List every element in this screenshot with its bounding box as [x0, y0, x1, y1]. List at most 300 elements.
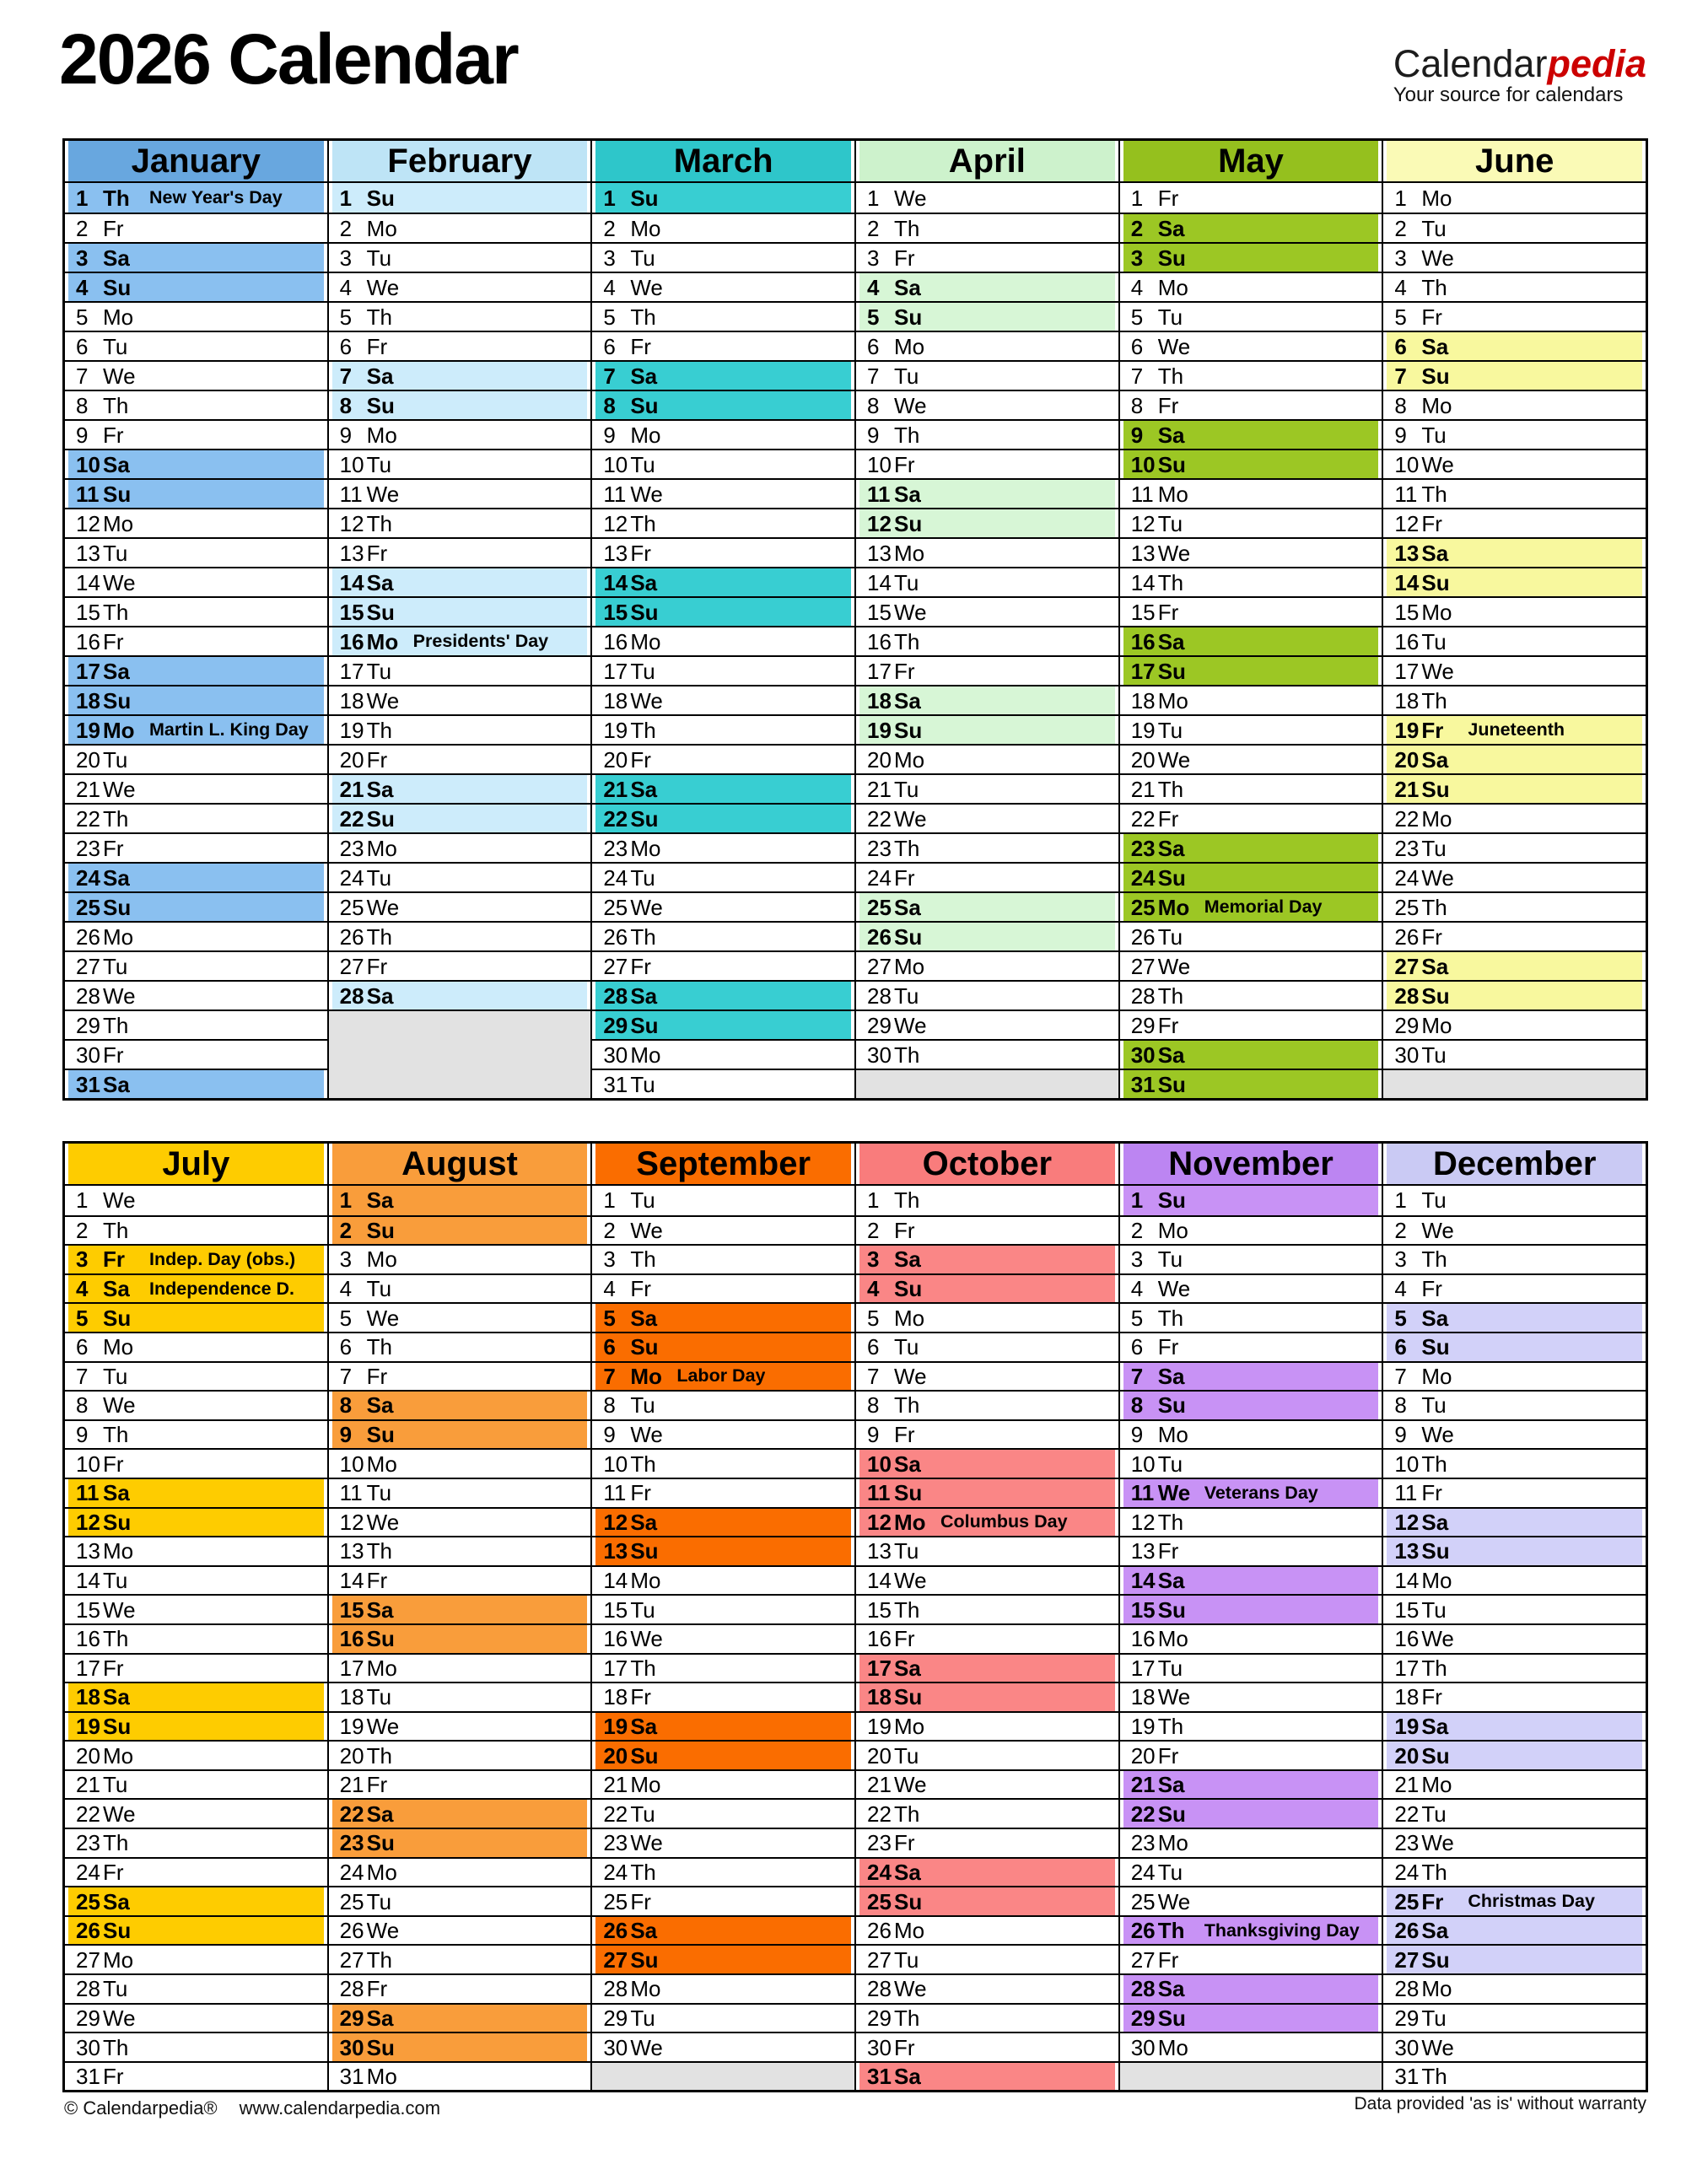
day-cell	[1383, 980, 1646, 1010]
weekday-abbr: Tu	[1421, 1801, 1447, 1827]
day-cell	[329, 1915, 591, 1945]
weekday-abbr: Fr	[366, 333, 388, 359]
day-cell	[856, 1273, 1118, 1303]
day-cell	[329, 478, 591, 508]
weekday-abbr: Su	[366, 1830, 395, 1856]
day-cell	[1120, 950, 1382, 980]
day-cell	[1383, 1448, 1646, 1478]
weekday-abbr: Th	[630, 717, 656, 743]
day-cell	[1120, 537, 1382, 567]
day-cell	[1120, 272, 1382, 301]
weekday-abbr: Mo	[366, 422, 397, 448]
weekday-abbr: Sa	[1421, 953, 1449, 979]
day-cell	[1383, 1478, 1646, 1507]
day-cell	[1383, 1536, 1646, 1565]
day-cell	[329, 921, 591, 950]
day-cell	[329, 1653, 591, 1683]
day-number: 10	[603, 1451, 628, 1477]
weekday-abbr: Th	[366, 1334, 393, 1360]
weekday-abbr: Th	[1157, 1305, 1184, 1331]
day-cell	[65, 1711, 327, 1741]
month-column-october	[854, 1144, 1118, 2090]
day-cell	[592, 1623, 854, 1653]
day-number: 26	[76, 1918, 100, 1944]
day-cell	[592, 1186, 854, 1215]
day-cell	[1120, 655, 1382, 685]
weekday-abbr: Su	[366, 599, 395, 625]
weekday-abbr: Fr	[1157, 1742, 1179, 1769]
day-cell	[856, 1186, 1118, 1215]
weekday-abbr: Mo	[630, 1042, 661, 1068]
day-cell	[1383, 1507, 1646, 1537]
day-number: 28	[1394, 983, 1420, 1009]
day-cell	[1383, 272, 1646, 301]
weekday-abbr: Mo	[103, 923, 134, 950]
day-number: 13	[867, 540, 892, 566]
day-number: 24	[867, 864, 892, 891]
day-cell	[592, 980, 854, 1010]
weekday-abbr: Mo	[630, 1772, 661, 1798]
day-number: 8	[1394, 392, 1407, 418]
month-column-february	[327, 141, 591, 1098]
weekday-abbr: Sa	[366, 569, 394, 595]
day-number: 23	[76, 835, 100, 861]
weekday-abbr: Tu	[366, 864, 392, 891]
day-number: 15	[867, 599, 892, 625]
day-cell	[1120, 1273, 1382, 1303]
day-number: 11	[1394, 481, 1418, 507]
day-cell	[329, 832, 591, 862]
day-number: 19	[867, 1713, 892, 1739]
day-cell	[592, 1039, 854, 1069]
weekday-abbr: Tu	[103, 1772, 128, 1798]
day-cell	[1120, 1623, 1382, 1653]
day-number: 13	[1130, 540, 1156, 566]
day-cell	[856, 1594, 1118, 1623]
weekday-abbr: Sa	[1421, 1713, 1449, 1739]
day-number: 19	[76, 1713, 100, 1739]
day-cell	[1383, 626, 1646, 655]
day-number: 23	[76, 1830, 100, 1856]
weekday-abbr: We	[630, 1830, 663, 1856]
weekday-abbr: Th	[630, 510, 656, 536]
day-cell	[329, 390, 591, 419]
day-number: 24	[1130, 1859, 1156, 1885]
day-cell	[65, 1769, 327, 1799]
day-cell	[1383, 921, 1646, 950]
weekday-abbr: Sa	[103, 245, 130, 271]
holiday-label: Thanksgiving Day	[1204, 1919, 1360, 1941]
day-cell	[65, 301, 327, 331]
weekday-abbr: Su	[103, 274, 132, 300]
day-number: 21	[339, 1772, 364, 1798]
day-number: 30	[867, 2034, 892, 2060]
day-number: 22	[1130, 805, 1156, 832]
day-cell	[856, 1740, 1118, 1769]
weekday-abbr: Sa	[1421, 1509, 1449, 1535]
day-cell	[1383, 1711, 1646, 1741]
day-number: 6	[339, 1334, 353, 1360]
day-cell	[1120, 1390, 1382, 1419]
day-cell	[329, 1507, 591, 1537]
weekday-abbr: Mo	[366, 1451, 397, 1477]
weekday-abbr: Sa	[630, 1713, 658, 1739]
day-cell	[1120, 1886, 1382, 1915]
day-cell	[856, 1419, 1118, 1449]
day-cell	[592, 950, 854, 980]
day-cell	[592, 803, 854, 832]
day-cell	[1120, 626, 1382, 655]
day-number: 13	[603, 540, 628, 566]
day-cell	[856, 626, 1118, 655]
day-number: 14	[603, 569, 628, 595]
month-column-september	[590, 1144, 854, 2090]
weekday-abbr: Tu	[1421, 1596, 1447, 1623]
weekday-abbr: Su	[894, 717, 923, 743]
day-number: 16	[867, 628, 892, 654]
day-number: 18	[339, 1684, 364, 1710]
day-number: 29	[1130, 1012, 1156, 1038]
day-cell	[1120, 360, 1382, 390]
day-cell	[592, 685, 854, 714]
weekday-abbr: Tu	[366, 451, 392, 477]
day-cell	[592, 1711, 854, 1741]
day-number: 26	[603, 923, 628, 950]
day-cell	[1383, 1623, 1646, 1653]
day-cell	[1120, 714, 1382, 744]
day-cell	[592, 1944, 854, 1973]
day-cell	[592, 1857, 854, 1887]
day-number: 29	[867, 2005, 892, 2031]
weekday-abbr: Tu	[630, 1071, 655, 1097]
footer-copyright	[64, 2097, 440, 2119]
weekday-abbr: Th	[630, 1451, 656, 1477]
day-cell	[329, 1711, 591, 1741]
weekday-abbr: Su	[1157, 658, 1186, 684]
day-number: 16	[603, 1626, 628, 1652]
day-cell	[65, 1915, 327, 1945]
day-cell	[856, 1623, 1118, 1653]
day-cell	[1383, 1361, 1646, 1391]
day-number: 6	[1130, 1334, 1144, 1360]
day-cell	[65, 567, 327, 596]
day-number: 26	[76, 923, 100, 950]
weekday-abbr: We	[894, 392, 927, 418]
weekday-abbr: Su	[630, 1946, 659, 1973]
day-number: 28	[339, 1976, 364, 2002]
day-cell	[1383, 744, 1646, 773]
day-cell	[1383, 2032, 1646, 2061]
weekday-abbr: Mo	[1421, 1012, 1452, 1038]
weekday-abbr: We	[894, 1976, 927, 2002]
weekday-abbr: Mo	[366, 835, 397, 861]
day-cell	[329, 360, 591, 390]
weekday-abbr: Th	[1421, 481, 1447, 507]
day-number: 9	[603, 422, 616, 448]
day-number: 15	[1130, 599, 1156, 625]
day-cell	[329, 1565, 591, 1595]
day-number: 7	[1394, 363, 1407, 389]
day-cell	[856, 921, 1118, 950]
day-cell	[1120, 596, 1382, 626]
weekday-abbr: Fr	[630, 1684, 651, 1710]
day-number: 30	[1394, 2034, 1420, 2060]
day-cell	[856, 1682, 1118, 1711]
day-number: 21	[76, 776, 100, 802]
day-cell	[65, 1302, 327, 1332]
day-number: 4	[867, 1276, 880, 1302]
day-number: 5	[1394, 304, 1407, 330]
weekday-abbr: Tu	[1421, 215, 1447, 241]
month-name: June	[1475, 142, 1554, 180]
weekday-abbr: We	[894, 1363, 927, 1389]
weekday-abbr: Th	[103, 1012, 129, 1038]
day-number: 24	[339, 864, 364, 891]
weekday-abbr: Su	[630, 1538, 659, 1564]
day-cell	[65, 390, 327, 419]
day-cell	[1120, 921, 1382, 950]
month-column-december	[1382, 1144, 1646, 2090]
day-cell	[856, 1944, 1118, 1973]
day-number: 6	[1130, 333, 1144, 359]
weekday-abbr: Su	[1421, 1946, 1450, 1973]
day-number: 29	[1394, 1012, 1420, 1038]
day-cell	[856, 1448, 1118, 1478]
weekday-abbr: Th	[1421, 1655, 1447, 1681]
weekday-abbr: Fr	[894, 1626, 915, 1652]
weekday-abbr: Su	[630, 185, 659, 211]
weekday-abbr: We	[366, 1918, 400, 1944]
day-number: 24	[1394, 864, 1420, 891]
day-number: 23	[867, 1830, 892, 1856]
day-cell	[1120, 1536, 1382, 1565]
day-number: 13	[1394, 540, 1420, 566]
day-cell	[1120, 390, 1382, 419]
day-number: 25	[867, 1888, 892, 1914]
weekday-abbr: Tu	[1421, 835, 1447, 861]
day-cell	[592, 1448, 854, 1478]
weekday-abbr: Th	[366, 1538, 393, 1564]
weekday-abbr: Mo	[1421, 1976, 1452, 2002]
day-cell	[329, 567, 591, 596]
month-name: April	[948, 142, 1026, 180]
month-name: July	[162, 1144, 230, 1182]
weekday-abbr: Tu	[366, 658, 392, 684]
day-cell	[1120, 1565, 1382, 1595]
day-number: 9	[1394, 422, 1407, 448]
weekday-abbr: We	[103, 1187, 136, 1214]
weekday-abbr: Mo	[1421, 1568, 1452, 1594]
day-number: 14	[1130, 569, 1156, 595]
day-cell	[1120, 832, 1382, 862]
day-cell	[1383, 1886, 1646, 1915]
weekday-abbr: Su	[1157, 864, 1186, 891]
day-number: 18	[1394, 687, 1420, 713]
day-cell	[592, 567, 854, 596]
day-cell	[1120, 1478, 1382, 1507]
day-cell	[65, 744, 327, 773]
day-number: 31	[76, 1071, 100, 1097]
day-number: 16	[76, 1626, 100, 1652]
day-number: 12	[1130, 510, 1156, 536]
day-number: 11	[339, 481, 363, 507]
weekday-abbr: Mo	[1421, 1772, 1452, 1798]
weekday-abbr: Sa	[1157, 215, 1185, 241]
day-cell	[856, 832, 1118, 862]
day-number: 28	[867, 983, 892, 1009]
day-cell	[856, 1390, 1118, 1419]
weekday-abbr: Tu	[366, 1684, 392, 1710]
day-number: 31	[76, 2064, 100, 2090]
day-cell	[329, 685, 591, 714]
day-number: 14	[1130, 1568, 1156, 1594]
weekday-abbr: Su	[1157, 245, 1186, 271]
day-number: 21	[603, 776, 628, 802]
day-cell	[856, 862, 1118, 891]
day-number: 12	[867, 510, 892, 536]
weekday-abbr: We	[103, 1392, 136, 1419]
day-cell	[329, 537, 591, 567]
day-cell	[1383, 331, 1646, 360]
day-cell	[65, 626, 327, 655]
weekday-abbr: Fr	[1421, 1684, 1442, 1710]
weekday-abbr: We	[630, 2034, 663, 2060]
day-cell	[65, 1798, 327, 1828]
day-cell	[1383, 1302, 1646, 1332]
day-number: 17	[603, 1655, 628, 1681]
weekday-abbr: Tu	[1157, 1246, 1183, 1273]
day-number: 11	[76, 1480, 100, 1506]
holiday-label: Martin L. King Day	[149, 719, 309, 740]
weekday-abbr: We	[630, 481, 663, 507]
day-cell	[329, 1682, 591, 1711]
day-cell	[65, 1069, 327, 1098]
day-number: 10	[76, 451, 100, 477]
day-number: 15	[603, 1596, 628, 1623]
day-number: 14	[76, 569, 100, 595]
weekday-abbr: Fr	[103, 835, 124, 861]
weekday-abbr: Tu	[630, 1596, 655, 1623]
day-cell	[592, 1682, 854, 1711]
weekday-abbr: We	[103, 363, 136, 389]
weekday-abbr: We	[1157, 1888, 1191, 1914]
day-number: 20	[339, 746, 364, 773]
day-number: 27	[1130, 1946, 1156, 1973]
day-cell	[329, 1973, 591, 2003]
weekday-abbr: Tu	[630, 1392, 655, 1419]
day-number: 14	[1394, 1568, 1420, 1594]
day-cell	[592, 1478, 854, 1507]
day-number: 3	[603, 1246, 616, 1273]
day-cell	[592, 714, 854, 744]
holiday-label: Christmas Day	[1468, 1891, 1595, 1912]
weekday-abbr: Tu	[894, 363, 919, 389]
day-number: 14	[867, 1568, 892, 1594]
day-number: 20	[867, 746, 892, 773]
day-cell	[1120, 1915, 1382, 1945]
weekday-abbr: Mo	[894, 1509, 926, 1535]
weekday-abbr: Su	[366, 805, 395, 832]
month-name: August	[401, 1144, 518, 1182]
day-number: 24	[603, 864, 628, 891]
day-number: 28	[867, 1976, 892, 2002]
weekday-abbr: We	[366, 894, 400, 920]
day-cell	[592, 1419, 854, 1449]
day-cell	[592, 744, 854, 773]
day-number: 12	[339, 510, 364, 536]
day-cell	[329, 596, 591, 626]
weekday-abbr: Sa	[366, 1596, 394, 1623]
day-number: 17	[1394, 1655, 1420, 1681]
day-number: 20	[1394, 746, 1420, 773]
month-header-july	[65, 1144, 327, 1186]
weekday-abbr: Tu	[630, 245, 655, 271]
brand-wordmark	[1393, 44, 1646, 83]
weekday-abbr: Th	[1421, 274, 1447, 300]
weekday-abbr: Th	[1421, 1246, 1447, 1273]
day-cell	[1383, 655, 1646, 685]
day-cell	[856, 1798, 1118, 1828]
day-cell	[1383, 1828, 1646, 1857]
day-cell	[1120, 331, 1382, 360]
weekday-abbr: Sa	[1157, 1042, 1185, 1068]
footer-disclaimer: Data provided 'as is' without warranty	[1354, 2094, 1646, 2113]
weekday-abbr: We	[1157, 746, 1191, 773]
day-number: 20	[76, 1742, 100, 1769]
holiday-label: Presidents' Day	[412, 631, 549, 651]
day-number: 24	[1130, 864, 1156, 891]
weekday-abbr: Fr	[1157, 1012, 1179, 1038]
day-number: 28	[76, 1976, 100, 2002]
day-cell	[856, 1769, 1118, 1799]
weekday-abbr: Th	[1421, 1859, 1447, 1885]
day-number: 10	[339, 451, 364, 477]
day-number: 28	[1130, 1976, 1156, 2002]
day-cell	[856, 1857, 1118, 1887]
weekday-abbr: We	[630, 1626, 663, 1652]
weekday-abbr: Th	[103, 2034, 129, 2060]
day-cell	[592, 301, 854, 331]
day-number: 7	[76, 363, 89, 389]
day-cell	[856, 1215, 1118, 1245]
day-number: 3	[1130, 1246, 1144, 1273]
weekday-abbr: Th	[1421, 2064, 1447, 2090]
weekday-abbr: Mo	[1157, 1422, 1188, 1448]
day-number: 19	[1130, 717, 1156, 743]
month-header-april	[856, 141, 1118, 183]
weekday-abbr: Mo	[103, 1946, 134, 1973]
day-cell	[1383, 950, 1646, 980]
day-number: 22	[339, 805, 364, 832]
weekday-abbr: Tu	[894, 1946, 919, 1973]
day-number: 11	[603, 1480, 627, 1506]
weekday-abbr: We	[1157, 1684, 1191, 1710]
weekday-abbr: Mo	[894, 746, 925, 773]
day-cell	[592, 1769, 854, 1799]
day-number: 5	[76, 1305, 89, 1331]
weekday-abbr: Th	[894, 1801, 920, 1827]
day-number: 1	[1394, 185, 1407, 211]
day-number: 17	[339, 658, 364, 684]
month-column-january	[65, 141, 327, 1098]
weekday-abbr: Su	[630, 805, 659, 832]
weekday-abbr: Mo	[1157, 2034, 1188, 2060]
day-number: 2	[339, 1217, 353, 1243]
calendarpedia-logo	[1393, 44, 1646, 107]
day-number: 10	[867, 451, 892, 477]
month-column-june	[1382, 141, 1646, 1098]
weekday-abbr: Sa	[366, 1392, 394, 1419]
